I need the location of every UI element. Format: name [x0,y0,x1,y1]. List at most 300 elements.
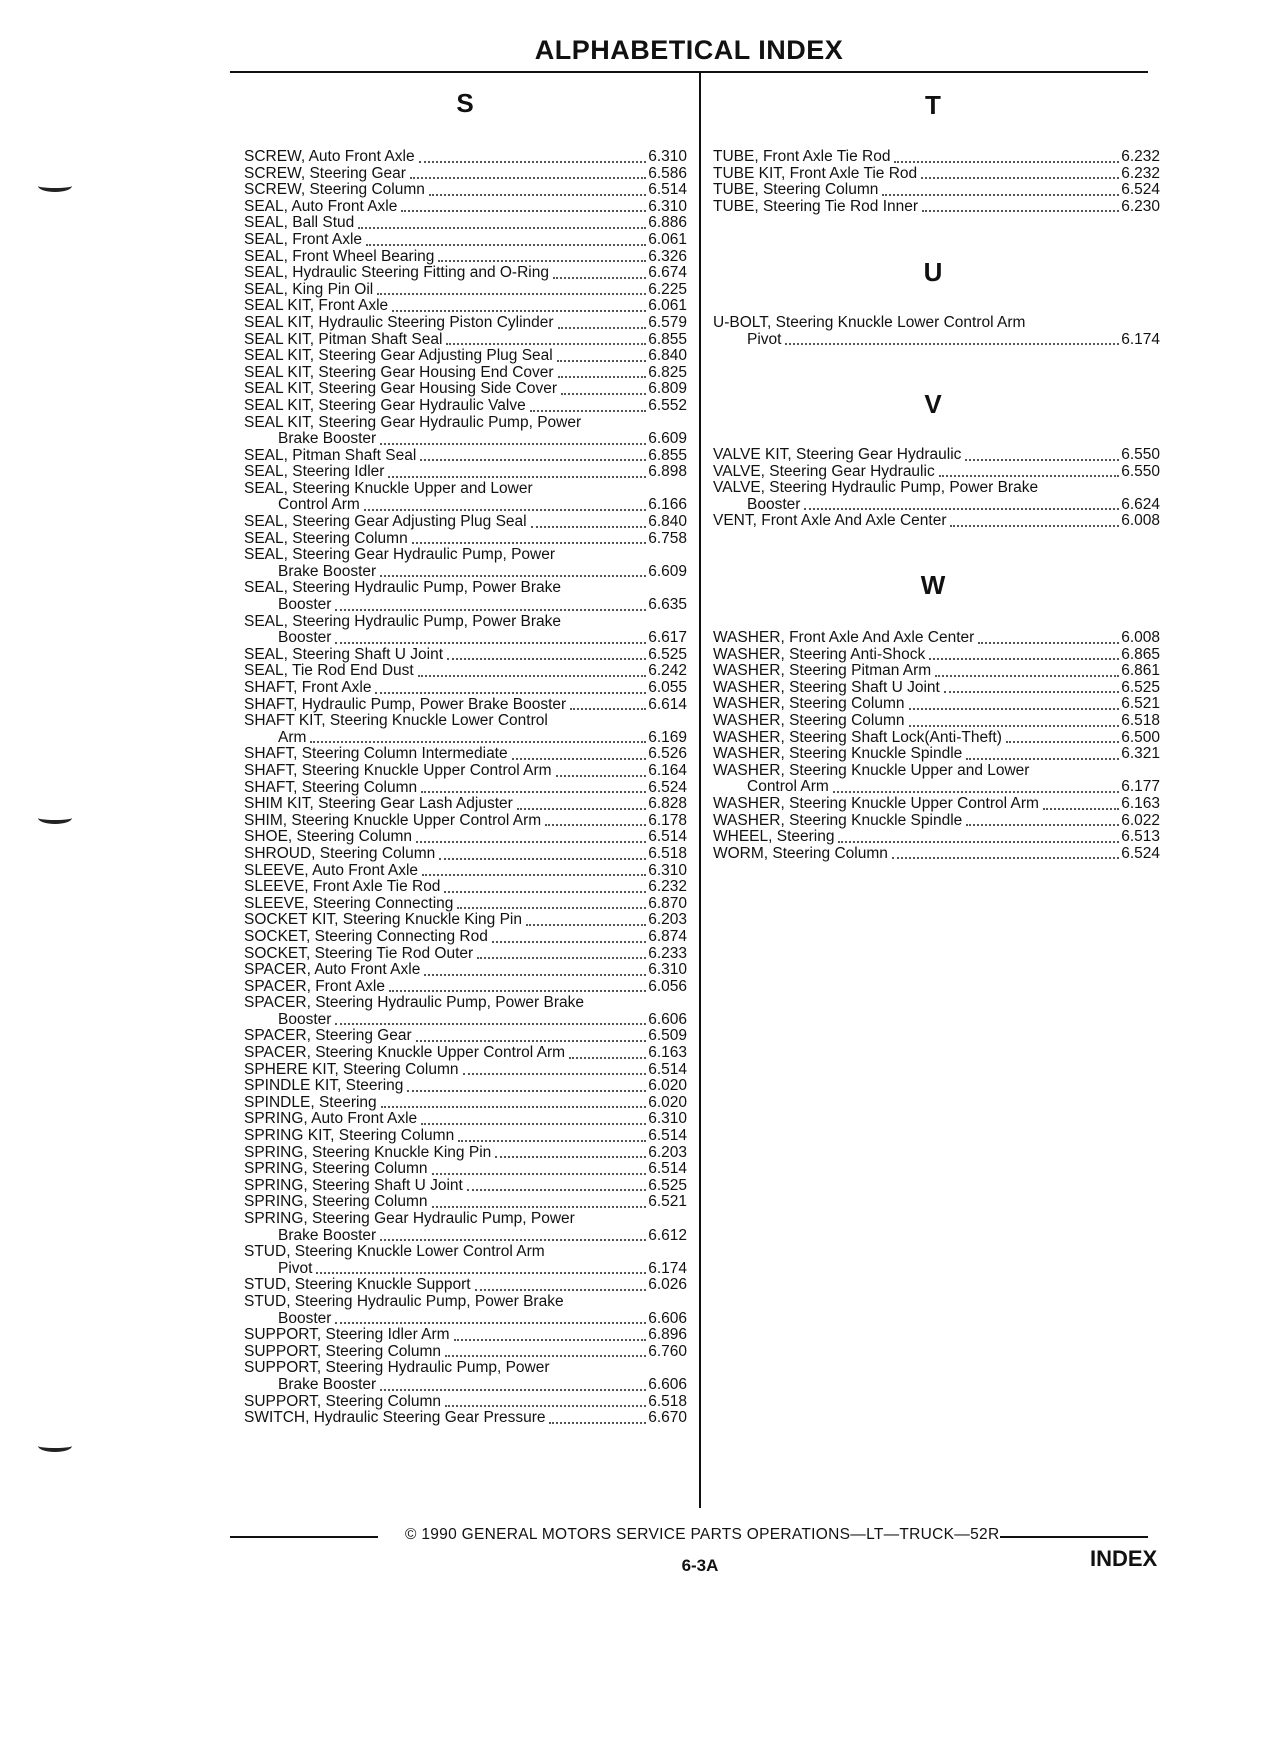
entry-name: SUPPORT, Steering Column [244,1342,441,1360]
entry-name: SEAL, Steering Shaft U Joint [244,645,444,663]
index-entry [244,381,687,398]
entry-reference: 6.169 [648,728,687,746]
index-entry [713,315,1160,332]
index-entry [713,680,1160,697]
dot-leader [935,674,1119,677]
entry-reference: 6.609 [648,562,687,580]
dot-leader [421,1122,646,1125]
entry-name: SPRING, Steering Shaft U Joint [244,1176,463,1194]
entry-reference: 6.898 [648,463,687,481]
entry-name: WASHER, Steering Column [713,695,905,713]
dot-leader [439,857,646,860]
entry-name: SHAFT, Steering Column [244,778,418,796]
index-entry [244,1095,687,1112]
entry-reference: 6.855 [648,446,687,464]
section-letter-u: U [923,257,943,287]
entry-reference: 6.232 [648,878,687,896]
index-entry [244,879,687,896]
dot-leader [1006,740,1119,743]
entry-reference: 6.674 [648,264,687,282]
entry-reference: 6.525 [1121,678,1160,696]
entry-reference: 6.174 [1121,330,1160,348]
binder-hole-mark [38,180,72,192]
entry-reference: 6.579 [648,313,687,331]
index-entry [244,1161,687,1178]
entry-name: WASHER, Steering Knuckle Upper Control Arm [713,794,1039,812]
entry-reference: 6.310 [648,1110,687,1128]
entry-reference: 6.896 [648,1326,687,1344]
entry-reference: 6.518 [648,844,687,862]
section-letter-w: W [920,570,946,600]
entry-name: SHIM KIT, Steering Gear Lash Adjuster [244,795,513,813]
entry-name: SPACER, Steering Hydraulic Pump, Power Brake [244,994,584,1012]
entry-name: WHEEL, Steering [713,828,835,846]
entry-name: WASHER, Front Axle And Axle Center [713,629,975,646]
index-entry [244,730,687,747]
index-entry [244,398,687,415]
entry-reference: 6.310 [648,148,687,165]
dot-leader [432,1172,647,1175]
footer-rule-left [230,1536,378,1538]
entry-name: SEAL, Auto Front Axle [244,197,398,215]
entry-reference: 6.177 [1121,778,1160,796]
index-entry [244,796,687,813]
section-letter-v: V [924,389,942,419]
dot-leader [966,823,1119,826]
dot-leader [882,193,1119,196]
entry-name: SEAL, Steering Idler [244,463,385,481]
index-entry [244,215,687,232]
index-entry [244,182,687,199]
entry-name: Booster [278,1010,332,1028]
section-letter-t: T [925,90,941,120]
index-entry [713,199,1160,216]
entry-name: TUBE, Steering Tie Rod Inner [713,197,919,215]
index-entry [244,580,687,597]
entry-name: Booster [747,495,801,513]
entry-name: SEAL KIT, Steering Gear Adjusting Plug Seal [244,347,553,365]
dot-leader [447,657,646,660]
dot-leader [558,375,647,378]
index-entry [244,995,687,1012]
entry-name: SEAL KIT, Pitman Shaft Seal [244,330,443,348]
dot-leader [1029,328,1158,329]
entry-name: SHAFT KIT, Steering Knuckle Lower Control [244,712,548,730]
entry-reference: 6.521 [1121,695,1160,713]
dot-leader [545,823,646,826]
entry-reference: 6.874 [648,927,687,945]
entry-name: WASHER, Steering Pitman Arm [713,662,932,680]
entry-reference: 6.865 [1121,645,1160,663]
index-entry [713,513,1160,530]
entry-name: Control Arm [747,778,829,796]
dot-leader [568,1307,685,1308]
dot-leader [310,740,646,743]
index-entry [244,1410,687,1427]
index-entry [244,481,687,498]
dot-leader [838,840,1119,843]
entry-name: STUD, Steering Hydraulic Pump, Power Brake [244,1292,564,1310]
entry-name: SPHERE KIT, Steering Column [244,1060,459,1078]
section-label: INDEX [1090,1546,1158,1571]
entry-name: SEAL, Steering Hydraulic Pump, Power Brake [244,579,562,597]
entry-reference: 6.310 [648,861,687,879]
entry-name: SHOE, Steering Column [244,828,412,846]
dot-leader [558,326,647,329]
index-section-t [713,149,1160,215]
entry-reference: 6.514 [648,828,687,846]
entry-name: WASHER, Steering Shaft Lock(Anti-Theft) [713,728,1002,746]
entry-name: SPACER, Steering Knuckle Upper Control Arm [244,1044,566,1062]
index-entry [713,480,1160,497]
entry-reference: 6.061 [648,297,687,315]
entry-reference: 6.225 [648,280,687,298]
index-entry [244,962,687,979]
entry-name: SPRING KIT, Steering Column [244,1127,455,1145]
dot-leader [410,176,646,179]
dot-leader [380,1388,646,1391]
entry-name: SHAFT, Front Axle [244,679,372,696]
binder-hole-mark [38,1440,72,1452]
entry-name: U-BOLT, Steering Knuckle Lower Control Arm [713,314,1026,331]
index-entry [244,497,687,514]
entry-reference: 6.550 [1121,462,1160,480]
index-entry [244,846,687,863]
dot-leader [432,1205,647,1208]
entry-reference: 6.552 [648,396,687,414]
index-entry [244,564,687,581]
entry-reference: 6.606 [648,1010,687,1028]
entry-name: SHROUD, Steering Column [244,844,436,862]
entry-name: TUBE, Front Axle Tie Rod [713,148,891,165]
dot-leader [477,956,646,959]
entry-reference: 6.203 [648,911,687,929]
entry-name: WORM, Steering Column [713,844,888,862]
entry-reference: 6.609 [648,430,687,448]
index-entry [244,1178,687,1195]
dot-leader [438,259,646,262]
column-divider [699,73,701,1508]
dot-leader [929,657,1119,660]
dot-leader [966,757,1119,760]
dot-leader [950,524,1119,527]
dot-leader [364,508,646,511]
dot-leader [1043,807,1119,810]
entry-reference: 6.163 [1121,794,1160,812]
dot-leader [1033,775,1158,776]
entry-reference: 6.321 [1121,745,1160,763]
index-entry [244,531,687,548]
entry-reference: 6.163 [648,1044,687,1062]
index-entry [244,813,687,830]
entry-name: SPINDLE KIT, Steering [244,1077,404,1095]
entry-name: SEAL, Steering Hydraulic Pump, Power Brake [244,612,562,630]
entry-name: SOCKET, Steering Tie Rod Outer [244,944,474,962]
index-entry [244,1244,687,1261]
entry-name: SEAL KIT, Steering Gear Housing End Cover [244,363,554,381]
entry-name: SPINDLE, Steering [244,1093,377,1111]
dot-leader [833,790,1119,793]
footer-rule-right [1000,1536,1148,1538]
dot-leader [553,276,646,279]
entry-name: SWITCH, Hydraulic Steering Gear Pressure [244,1409,546,1427]
entry-reference: 6.635 [648,596,687,614]
entry-reference: 6.164 [648,761,687,779]
dot-leader [569,1056,646,1059]
entry-reference: 6.055 [648,679,687,696]
dot-leader [445,1404,646,1407]
index-column-left [244,149,687,1427]
index-entry [244,514,687,531]
entry-reference: 6.550 [1121,446,1160,463]
dot-leader [467,1188,646,1191]
index-section-u [713,315,1160,348]
entry-name: SEAL, Front Wheel Bearing [244,247,435,265]
entry-reference: 6.178 [648,811,687,829]
entry-name: SEAL KIT, Steering Gear Housing Side Cover [244,380,558,398]
entry-reference: 6.670 [648,1409,687,1427]
index-entry [244,166,687,183]
dot-leader [909,724,1120,727]
dot-leader [416,1039,647,1042]
dot-leader [446,342,646,345]
index-entry [713,730,1160,747]
entry-name: SEAL, Hydraulic Steering Fitting and O-Ring [244,264,549,282]
index-entry [244,1261,687,1278]
index-entry [244,1344,687,1361]
dot-leader [549,1257,685,1258]
dot-leader [579,1224,685,1225]
entry-name: Brake Booster [278,430,377,448]
entry-name: SEAL, Steering Gear Hydraulic Pump, Power [244,546,555,564]
index-entry [244,1311,687,1328]
dot-leader [421,790,646,793]
entry-name: SCREW, Steering Column [244,181,425,199]
dot-leader [944,690,1119,693]
entry-name: SHAFT, Steering Column Intermediate [244,745,508,763]
index-entry [713,663,1160,680]
entry-name: SEAL, Steering Column [244,529,408,547]
dot-leader [557,359,646,362]
dot-leader [416,840,646,843]
dot-leader [335,608,646,611]
entry-reference: 6.310 [648,961,687,979]
index-entry [244,863,687,880]
dot-leader [429,193,646,196]
entry-name: Brake Booster [278,1226,377,1244]
index-entry [244,149,687,166]
entry-reference: 6.174 [648,1259,687,1277]
index-entry [244,1128,687,1145]
dot-leader [565,626,685,627]
entry-reference: 6.861 [1121,662,1160,680]
index-entry [244,1012,687,1029]
index-entry [244,464,687,481]
dot-leader [531,525,647,528]
index-section-v [713,447,1160,530]
entry-name: Pivot [747,330,782,348]
index-entry [244,1062,687,1079]
entry-name: TUBE KIT, Front Axle Tie Rod [713,164,918,182]
entry-reference: 6.624 [1121,495,1160,513]
dot-leader [530,409,646,412]
entry-reference: 6.825 [648,363,687,381]
index-entry [244,1028,687,1045]
index-entry [244,547,687,564]
index-entry [713,763,1160,780]
dot-leader [366,243,646,246]
entry-reference: 6.514 [648,1060,687,1078]
entry-reference: 6.022 [1121,811,1160,829]
entry-name: SPACER, Front Axle [244,977,385,995]
dot-leader [965,458,1119,461]
dot-leader [380,574,646,577]
entry-name: SPACER, Auto Front Axle [244,961,421,979]
entry-name: SEAL, King Pin Oil [244,280,374,298]
entry-name: SOCKET KIT, Steering Knuckle King Pin [244,911,522,929]
entry-name: WASHER, Steering Knuckle Spindle [713,745,963,763]
dot-leader [375,691,646,694]
entry-name: VENT, Front Axle And Axle Center [713,512,947,530]
index-entry [713,647,1160,664]
index-entry [713,813,1160,830]
entry-reference: 6.524 [648,778,687,796]
index-entry [244,1111,687,1128]
entry-name: WASHER, Steering Column [713,711,905,729]
index-section-w [713,630,1160,862]
entry-name: SHAFT, Hydraulic Pump, Power Brake Booster [244,695,567,713]
index-entry [713,829,1160,846]
entry-reference: 6.233 [648,944,687,962]
index-entry [244,746,687,763]
entry-reference: 6.586 [648,164,687,182]
dot-leader [424,973,646,976]
entry-reference: 6.020 [648,1077,687,1095]
index-entry [713,846,1160,863]
dot-leader [978,641,1119,644]
index-entry [244,1145,687,1162]
dot-leader [922,209,1119,212]
index-entry [713,630,1160,647]
dot-leader [894,160,1119,163]
dot-leader [492,940,646,943]
index-entry [713,779,1160,796]
entry-reference: 6.758 [648,529,687,547]
index-entry [244,1360,687,1377]
index-entry [713,447,1160,464]
entry-reference: 6.514 [648,1160,687,1178]
entry-reference: 6.518 [1121,711,1160,729]
entry-name: Booster [278,596,332,614]
dot-leader [358,226,646,229]
index-entry [244,448,687,465]
title-rule [230,71,1148,73]
dot-leader [517,807,646,810]
entry-name: SEAL, Front Axle [244,230,363,248]
entry-reference: 6.061 [648,230,687,248]
entry-name: SEAL, Tie Rod End Dust [244,662,414,680]
index-entry [244,1277,687,1294]
entry-name: SEAL KIT, Front Axle [244,297,389,315]
dot-leader [335,1321,646,1324]
entry-reference: 6.855 [648,330,687,348]
index-entry [244,232,687,249]
dot-leader [585,427,685,428]
entry-reference: 6.617 [648,629,687,647]
entry-reference: 6.526 [648,745,687,763]
entry-name: SUPPORT, Steering Hydraulic Pump, Power [244,1359,550,1377]
entry-reference: 6.026 [648,1276,687,1294]
index-entry [244,713,687,730]
dot-leader [380,1238,646,1241]
dot-leader [561,392,646,395]
dot-leader [549,1421,646,1424]
index-entry [244,1078,687,1095]
entry-reference: 6.008 [1121,629,1160,646]
dot-leader [785,342,1119,345]
entry-reference: 6.500 [1121,728,1160,746]
index-entry [244,298,687,315]
entry-reference: 6.524 [1121,181,1160,199]
dot-leader [565,593,685,594]
dot-leader [401,209,646,212]
entry-reference: 6.232 [1121,164,1160,182]
index-entry [713,696,1160,713]
index-entry [713,182,1160,199]
dot-leader [554,1373,685,1374]
entry-reference: 6.513 [1121,828,1160,846]
entry-reference: 6.008 [1121,512,1160,530]
entry-name: SLEEVE, Front Axle Tie Rod [244,878,441,896]
entry-name: STUD, Steering Knuckle Lower Control Arm [244,1243,545,1261]
dot-leader [463,1072,647,1075]
section-letter-s: S [456,88,474,118]
index-entry [244,946,687,963]
index-entry [244,282,687,299]
entry-reference: 6.606 [648,1309,687,1327]
entry-name: SCREW, Auto Front Axle [244,148,415,165]
index-entry [244,1294,687,1311]
entry-reference: 6.203 [648,1143,687,1161]
entry-reference: 6.020 [648,1093,687,1111]
entry-name: SEAL, Steering Knuckle Upper and Lower [244,479,533,497]
index-entry [244,365,687,382]
entry-reference: 6.056 [648,977,687,995]
index-entry [713,746,1160,763]
dot-leader [392,309,646,312]
entry-name: SPRING, Steering Gear Hydraulic Pump, Power [244,1210,575,1227]
dot-leader [804,507,1119,510]
dot-leader [444,890,646,893]
entry-name: SEAL, Pitman Shaft Seal [244,446,417,464]
dot-leader [552,726,685,727]
entry-reference: 6.612 [648,1226,687,1244]
dot-leader [445,1354,646,1357]
entry-reference: 6.232 [1121,148,1160,165]
entry-name: SUPPORT, Steering Column [244,1392,441,1410]
dot-leader [422,873,646,876]
entry-name: SPRING, Steering Knuckle King Pin [244,1143,492,1161]
entry-reference: 6.525 [648,1176,687,1194]
entry-name: SUPPORT, Steering Idler Arm [244,1326,450,1344]
entry-name: SEAL KIT, Steering Gear Hydraulic Pump, Power [244,413,582,431]
index-entry [244,979,687,996]
dot-leader [412,541,647,544]
dot-leader [407,1089,646,1092]
index-entry [244,315,687,332]
entry-name: SPRING, Steering Column [244,1160,428,1178]
index-entry [713,713,1160,730]
